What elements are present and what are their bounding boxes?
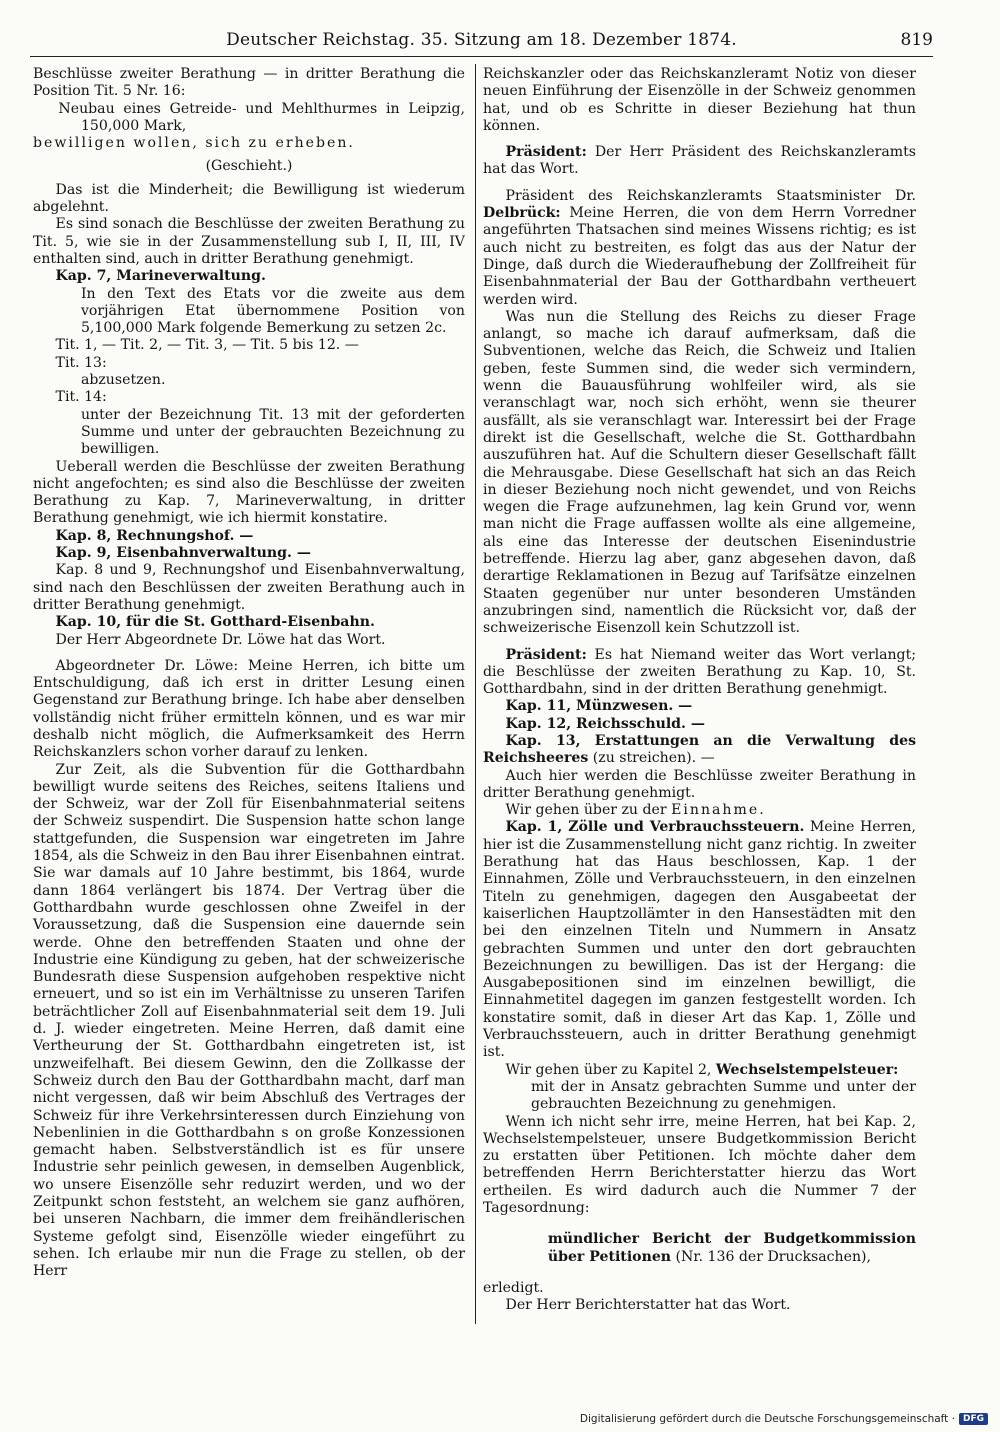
chapter-note: (zu streichen). — bbox=[588, 750, 715, 767]
speaker-name: Präsident: bbox=[505, 646, 587, 663]
paragraph bbox=[483, 819, 916, 1061]
agenda-note: (Nr. 136 der Drucksachen), bbox=[671, 1248, 872, 1265]
page-number: 819 bbox=[900, 30, 933, 50]
budget-item: abzusetzen. bbox=[80, 372, 166, 389]
chapter-heading: Kap. 8, Rechnungshof. — bbox=[55, 527, 254, 544]
speech-loewe: Abgeordneter Dr. Löwe: Meine Herren, ich bitte um Entschuldigung, daß ich erst in dritter Lesung einen Gegenstand zur Berathung bringe. Ich habe aber denselben vollständig nicht früher ermitteln können, und es war mir deshalb nicht möglich, die Aufmerksamkeit des Herrn Reichskanzlers schon vorher darauf zu lenken. bbox=[33, 657, 465, 761]
left-column bbox=[33, 66, 465, 1336]
budget-item: Neubau eines Getreide- und Mehlthurmes in Leipzig, 150,000 Mark, bbox=[58, 100, 465, 134]
spacer bbox=[483, 1266, 916, 1280]
column-divider bbox=[475, 64, 476, 1324]
budget-item: mit der in Ansatz gebrachten Summe und unter der gebrauchten Bezeichnung zu genehmigen. bbox=[530, 1078, 916, 1113]
speech-delbrueck bbox=[483, 188, 916, 309]
budget-item: unter der Bezeichnung Tit. 13 mit der geforderten Summe und unter der gebrauchten Bezeichnung zu bewilligen. bbox=[80, 406, 465, 458]
spaced-text: bewilligen wollen, sich zu erheben. bbox=[33, 135, 355, 152]
paragraph: Reichskanzler oder das Reichskanzleramt Notiz von dieser neuen Einführung der Eisenzölle in der Schweiz genommen hat, und ob es Schritte in dieser Beziehung hat thun können. bbox=[483, 66, 916, 134]
stage-direction: (Geschieht.) bbox=[205, 158, 293, 175]
spacer bbox=[483, 1217, 916, 1231]
chapter-title: Kap. 13, Erstattungen an die Verwaltung des Reichsheeres bbox=[483, 732, 916, 767]
paragraph: Wenn ich nicht sehr irre, meine Herren, hat bei Kap. 2, Wechselstempelsteuer, unsere Budgetkommission Bericht zu erstatten über Petitionen. Ich möchte daher dem betreffenden Herrn Berichterstatter hierzu das Wort ertheilen. Es wird dadurch auch die Nummer 7 der Tagesordnung: bbox=[483, 1113, 916, 1216]
spacer bbox=[483, 638, 916, 647]
paragraph: Zur Zeit, als die Subvention für die Gotthardbahn bewilligt wurde seitens des Reiches, seitens Italiens und der Schweiz, war der Zoll für Eisenbahnmaterial seitens der Schweiz suspendirt. Die Suspension hatte schon lange stattgefunden, die Suspension war eingetreten im Jahre 1854, als die Schweiz in den Bau ihrer Eisenbahnen eintrat. Sie war damals auf 10 Jahre bestimmt, bis 1864, wurde dann 1864 verlängert bis 1874. Der Vertrag über die Gotthardbahn wurde geschlossen ohne Zweifel in der Voraussetzung, daß die Suspension eine dauernde sein werde. Ohne den betreffenden Staaten und ohne der Industrie eine Kündigung zu geben, hat der schweizerische Bundesrath diese Suspension aufgehoben respektive nicht erneuert, und so ist ein im Verhältnisse zu unseren Tarifen beträchtlicher Zoll auf Eisenbahnmaterial seit dem 19. Juli d. J. wieder eingetreten. Meine Herren, daß damit eine Vertheurung der St. Gotthardbahn eingetreten ist, ist unzweifelhaft. Bei diesem Gewinn, den die Zollkasse der Schweiz durch den Bau der Gotthardbahn macht, darf man nicht vergessen, daß wir beim Abschluß des Vertrages der Schweiz für ihre Verkehrsinteressen durch Einziehung von Nebenlinien in die Gotthardbahn s on große Konzessionen gemacht haben. Selbstverständlich ist es für unsere Industrie sehr peinlich gewesen, in demselben Augenblick, wo unsere Eisenzölle sehr reduzirt werden, und wo der Zeitpunkt schon feststeht, an welchem sie ganz aufhören, bei unseren Nachbarn, die immer dem freihändlerischen Systeme gefolgt sind, Eisenzölle wieder eingeführt zu sehen. Ich erlaube mir nun die Frage zu stellen, ob der Herr bbox=[33, 761, 465, 1280]
digitization-footer bbox=[580, 1412, 988, 1426]
speaker-title: Präsident des Reichskanzleramts Staatsminister Dr. bbox=[505, 187, 916, 204]
paragraph bbox=[483, 802, 916, 819]
chapter-title: Wechselstempelsteuer: bbox=[715, 1061, 899, 1078]
paragraph: Beschlüsse zweiter Berathung — in dritter Berathung die Position Tit. 5 Nr. 16: bbox=[33, 66, 465, 100]
paragraph: Was nun die Stellung des Reichs zu dieser Frage anlangt, so mache ich darauf aufmerksam, daß die Subventionen, welche das Reich, die Schweiz und Italien geben, feste Summen sind, die weder sich vermindern, wenn die Bauausführung wohlfeiler wird, als sie veranschlagt war, noch sich erhöht, wenn sie theurer ausfällt, als sie veranschlagt war. Interessirt bei der Frage direkt ist die Gesellschaft, welche die St. Gotthardbahn auszuführen hat. Auf die Schultern dieser Gesellschaft fällt die Mehrausgabe. Diese Gesellschaft hat sich an das Reich in dieser Beziehung noch nicht gewendet, und von Reichs wegen die Frage aufzunehmen, lag kein Grund vor, wenn man nicht die Frage auffassen wollte als eine allgemeine, als eine das Interesse der deutschen Eisenindustrie betreffende. Hierzu lag aber, ganz abgesehen davon, daß derartige Reklamationen in Bezug auf Tarifsätze einzelnen Staaten gegenüber nur unter besonderen Umständen anzubringen sind, namentlich die Rücksicht vor, daß der schweizerische Eisenzoll kein Schutzzoll ist. bbox=[483, 308, 916, 637]
spacer bbox=[33, 649, 465, 658]
text: Wir gehen über zu der bbox=[505, 802, 672, 819]
paragraph bbox=[483, 1062, 916, 1079]
speech-text: Der Herr Präsident des Reichskanzleramts hat das Wort. bbox=[483, 144, 916, 178]
chapter-heading: Kap. 10, für die St. Gotthard-Eisenbahn. bbox=[55, 614, 375, 631]
spacer bbox=[483, 135, 916, 144]
spaced-text: Einnahme. bbox=[671, 802, 766, 819]
agenda-item bbox=[483, 1231, 916, 1266]
chapter-heading: Kap. 12, Reichsschuld. — bbox=[505, 715, 705, 732]
paragraph: erledigt. bbox=[483, 1279, 544, 1296]
paragraph: Tit. 14: bbox=[55, 389, 107, 406]
dfg-logo: DFG bbox=[959, 1413, 988, 1425]
paragraph: Das ist die Minderheit; die Bewilligung ist wiederum abgelehnt. bbox=[33, 181, 465, 216]
speech-president bbox=[483, 144, 916, 179]
speech-text: Es hat Niemand weiter das Wort verlangt; die Beschlüsse der zweiten Berathung zu Kap. 10, St. Gotthardbahn, sind in der dritten Berathung genehmigt. bbox=[483, 646, 916, 698]
agenda-title: mündlicher Bericht der Budgetkommission über Petitionen bbox=[547, 1231, 916, 1265]
speech-president bbox=[483, 647, 916, 699]
paragraph: Auch hier werden die Beschlüsse zweiter Berathung in dritter Berathung genehmigt. bbox=[483, 767, 916, 801]
header-title: Deutscher Reichstag. 35. Sitzung am 18. Dezember 1874. bbox=[226, 30, 737, 50]
text: Wir gehen über zu Kapitel 2, bbox=[505, 1061, 716, 1078]
paragraph: Kap. 8 und 9, Rechnungshof und Eisenbahnverwaltung, sind nach den Beschlüssen der zweiten Berathung auch in dritter Berathung genehmigt. bbox=[33, 562, 465, 613]
chapter-heading: Kap. 9, Eisenbahnverwaltung. — bbox=[55, 545, 311, 562]
chapter-heading bbox=[483, 733, 916, 768]
budget-item: In den Text des Etats vor die zweite aus dem vorjährigen Etat übernommene Position von 5,100,000 Mark folgende Bemerkung zu setzen 2c. bbox=[80, 285, 465, 337]
paragraph: Ueberall werden die Beschlüsse der zweiten Berathung nicht angefochten; es sind also die Beschlüsse der zweiten Berathung zu Kap. 7, Marineverwaltung, in dritter Berathung genehmigt, wie ich hiermit konstatire. bbox=[33, 458, 465, 527]
speaker-name: Delbrück: bbox=[483, 205, 561, 222]
speaker-name: Präsident: bbox=[505, 144, 587, 161]
spacer bbox=[483, 179, 916, 188]
page-header bbox=[30, 28, 933, 57]
paragraph: Es sind sonach die Beschlüsse der zweiten Berathung zu Tit. 5, wie sie in der Zusammenstellung sub I, II, III, IV enthalten sind, auch in dritter Berathung genehmigt. bbox=[33, 216, 465, 267]
paragraph bbox=[33, 135, 465, 152]
paragraph: Tit. 1, — Tit. 2, — Tit. 3, — Tit. 5 bis 12. — bbox=[55, 337, 359, 354]
paragraph: Der Herr Berichterstatter hat das Wort. bbox=[505, 1297, 791, 1314]
chapter-title: Kap. 1, Zölle und Verbrauchssteuern. bbox=[505, 819, 805, 836]
footer-text: Digitalisierung gefördert durch die Deutsche Forschungsgemeinschaft · bbox=[579, 1413, 955, 1425]
paragraph: Der Herr Abgeordnete Dr. Löwe hat das Wort. bbox=[55, 631, 386, 648]
chapter-heading: Kap. 7, Marineverwaltung. bbox=[55, 268, 266, 285]
chapter-heading: Kap. 11, Münzwesen. — bbox=[505, 698, 693, 715]
speech-text: Meine Herren, die von dem Herrn Vorredner angeführten Thatsachen sind meines Wissens richtig; es ist auch nicht zu bestreiten, es folgt das aus der Natur der Dinge, daß durch die Wiederaufhebung der Zollfreiheit für Eisenbahnmaterial der Bau der Gotthardbahn vertheuert werden wird. bbox=[483, 205, 916, 308]
right-column bbox=[483, 66, 916, 1336]
paragraph: Tit. 13: bbox=[55, 354, 107, 371]
text: Meine Herren, hier ist die Zusammenstellung nicht ganz richtig. In zweiter Berathung hat das Haus beschlossen, Kap. 1 der Einnahmen, Zölle und Verbrauchssteuern, in den einzelnen Titeln zu genehmigen, dagegen den Ausgabeetat der kaiserlichen Hauptzollämter in den Hansestädten mit den bei den einzelnen Titeln und Nummern in Ansatz gebrachten Summen und unter den dort gebrauchten Bezeichnungen zu bewilligen. Das ist der Hergang: die Ausgabepositionen sind im einzelnen bewilligt, die Einnahmetitel dagegen im ganzen festgestellt worden. Ich konstatire somit, daß in dieser Art das Kap. 1, Zölle und Verbrauchssteuern, auch in dritter Berathung genehmigt ist. bbox=[483, 819, 916, 1061]
